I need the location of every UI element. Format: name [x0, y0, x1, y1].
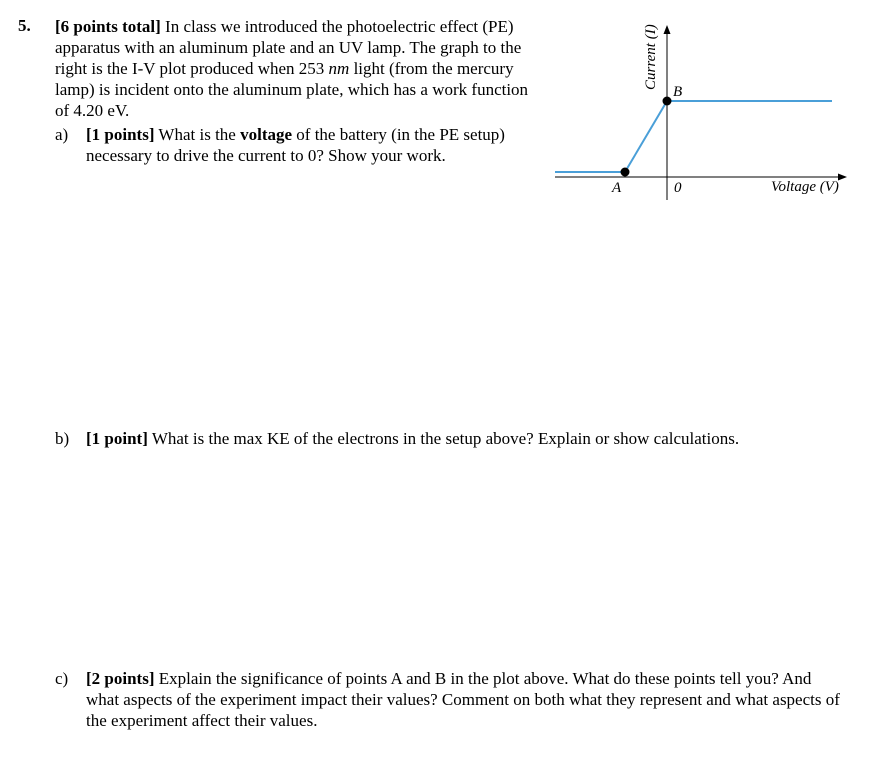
part-a-points: [1 points] [86, 125, 155, 144]
part-c-letter: c) [55, 669, 69, 688]
point-b-label: B [673, 84, 683, 100]
x-axis-label: Voltage (V) [771, 179, 839, 195]
part-c-body: Explain the significance of points A and B in the plot above. What do these points tell you? And what aspects of the experiment impact their values? Comment on both what they represent and what aspects of the experiment affect their values. [86, 669, 840, 730]
part-b [55, 428, 855, 449]
points-total-label: [6 points total] [55, 17, 161, 36]
intro-unit: nm [328, 59, 350, 78]
part-a-text-after: of the battery (in the PE setup) necessary to drive the current to 0? Show your work. [86, 125, 505, 165]
intro-text: In class we introduced the photoelectric effect (PE) apparatus with an aluminum plate and an UV lamp. The graph to the right is the I-V plot produced when 253 [55, 17, 522, 78]
y-axis-arrow [664, 25, 671, 34]
part-a-text [86, 124, 545, 166]
point-a-label: A [612, 180, 622, 196]
x-axis-arrow [838, 174, 847, 181]
origin-label: 0 [674, 180, 682, 196]
intro-text-rest: light (from the mercury lamp) is incident onto the aluminum plate, which has a work function of 4.20 eV. [55, 59, 529, 120]
iv-graph [545, 8, 855, 208]
part-a-letter: a) [55, 125, 69, 144]
point-a-marker [621, 168, 630, 177]
part-b-points: [1 point] [86, 429, 148, 448]
part-c-points: [2 points] [86, 669, 155, 688]
question-intro [55, 16, 545, 121]
y-axis-label: Current (I) [643, 24, 659, 90]
part-a [55, 124, 545, 166]
iv-curve [555, 101, 832, 172]
part-b-letter: b) [55, 429, 70, 448]
point-b-marker [663, 97, 672, 106]
part-c-text [86, 668, 845, 731]
part-b-body: What is the max KE of the electrons in the setup above? Explain or show calculations. [147, 429, 740, 448]
part-b-text [86, 428, 855, 449]
part-c [55, 668, 845, 731]
part-a-emphasis: voltage [240, 125, 293, 144]
question-number: 5. [18, 16, 31, 35]
part-a-text-before: What is the [154, 125, 241, 144]
